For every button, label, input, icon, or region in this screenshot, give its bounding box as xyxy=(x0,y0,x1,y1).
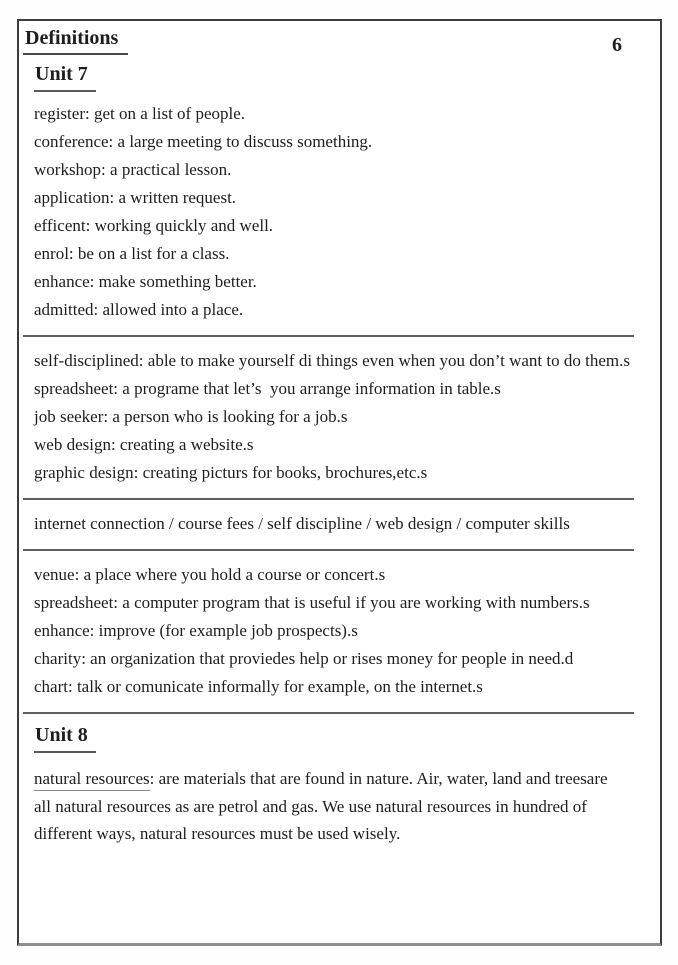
definition-line: application: a written request. xyxy=(34,188,237,207)
definition-line: register: get on a list of people. xyxy=(34,104,246,123)
page-number: 6 xyxy=(612,34,622,56)
definition-line: venue: a place where you hold a course or concert.s xyxy=(34,565,386,584)
definition-line: chart: talk or comunicate informally for example, on the internet.s xyxy=(34,677,483,696)
unit7-block2 xyxy=(23,347,648,487)
definition-line: workshop: a practical lesson. xyxy=(34,160,232,179)
definition-line: spreadsheet: a computer program that is useful if you are working with numbers.s xyxy=(34,593,590,612)
unit7-block1 xyxy=(23,100,648,324)
page-title: Definitions xyxy=(23,26,128,55)
unit8-paragraph xyxy=(34,765,618,848)
definition-line: conference: a large meeting to discuss something. xyxy=(34,132,373,151)
definition-line: web design: creating a website.s xyxy=(34,435,254,454)
definition-line: job seeker: a person who is looking for a job.s xyxy=(34,407,348,426)
definition-line: graphic design: creating picturs for books, brochures,etc.s xyxy=(34,463,428,482)
word-list-line: internet connection / course fees / self discipline / web design / computer skills xyxy=(34,514,570,533)
page-frame xyxy=(17,19,662,946)
section-divider xyxy=(23,335,634,337)
definition-line: charity: an organization that proviedes help or rises money for people in need.d xyxy=(34,649,574,668)
definition-line: enhance: improve (for example job prospects).s xyxy=(34,621,358,640)
definition-line: admitted: allowed into a place. xyxy=(34,300,244,319)
unit7-block4 xyxy=(23,561,648,701)
unit7-heading-row xyxy=(34,63,648,92)
definition-line: self-disciplined: able to make yourself di things even when you don’t want to do them.s xyxy=(34,351,630,370)
definition-line: enhance: make something better. xyxy=(34,272,257,291)
section-divider xyxy=(23,549,634,551)
document-header xyxy=(23,26,648,55)
underlined-term: natural resources xyxy=(34,769,150,791)
definition-line: efficent: working quickly and well. xyxy=(34,216,274,235)
unit7-block3 xyxy=(23,510,648,538)
definition-text: : are materials that are found in nature. Air, water, land and treesare all natural resources as are petrol and gas. We use natural resources in hundred of different ways, natural resources must be used wisely. xyxy=(34,769,608,843)
definition-line: spreadsheet: a programe that let’s you arrange information in table.s xyxy=(34,379,501,398)
section-divider xyxy=(23,712,634,714)
section-divider xyxy=(23,498,634,500)
unit8-heading: Unit 8 xyxy=(34,724,96,753)
definition-line: enrol: be on a list for a class. xyxy=(34,244,230,263)
unit7-heading: Unit 7 xyxy=(34,63,96,92)
unit8-heading-row xyxy=(34,724,648,753)
